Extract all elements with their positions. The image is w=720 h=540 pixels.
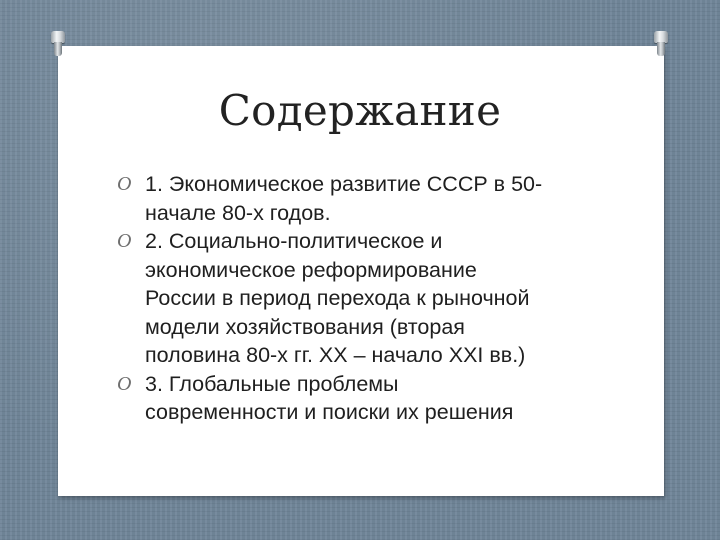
list-item-line: современности и поиски их решения (145, 400, 514, 424)
list-item-line: начале 80-х годов. (145, 200, 331, 225)
pushpin-left-icon (51, 31, 65, 59)
bullet-icon: O (117, 173, 132, 195)
list-item-line: половина 80-х гг. XX – начало XXI вв.) (145, 343, 526, 367)
bullet-icon: O (117, 372, 132, 395)
list-item (117, 170, 637, 227)
list-item (117, 227, 637, 370)
slide-title: Содержание (218, 86, 502, 135)
list-item-line: 2. Социально-политическое и (145, 229, 443, 253)
list-item (117, 370, 637, 427)
list-item-line: экономическое реформирование (145, 257, 477, 282)
bullet-icon: O (117, 230, 132, 252)
content-list (117, 170, 637, 427)
list-item-line: 1. Экономическое развитие СССР в 50- (145, 172, 543, 196)
list-item-line: России в период перехода к рыночной (145, 286, 530, 310)
list-item-line: 3. Глобальные проблемы (145, 371, 399, 396)
pushpin-right-icon (654, 31, 668, 59)
list-item-line: модели хозяйствования (вторая (145, 314, 465, 339)
